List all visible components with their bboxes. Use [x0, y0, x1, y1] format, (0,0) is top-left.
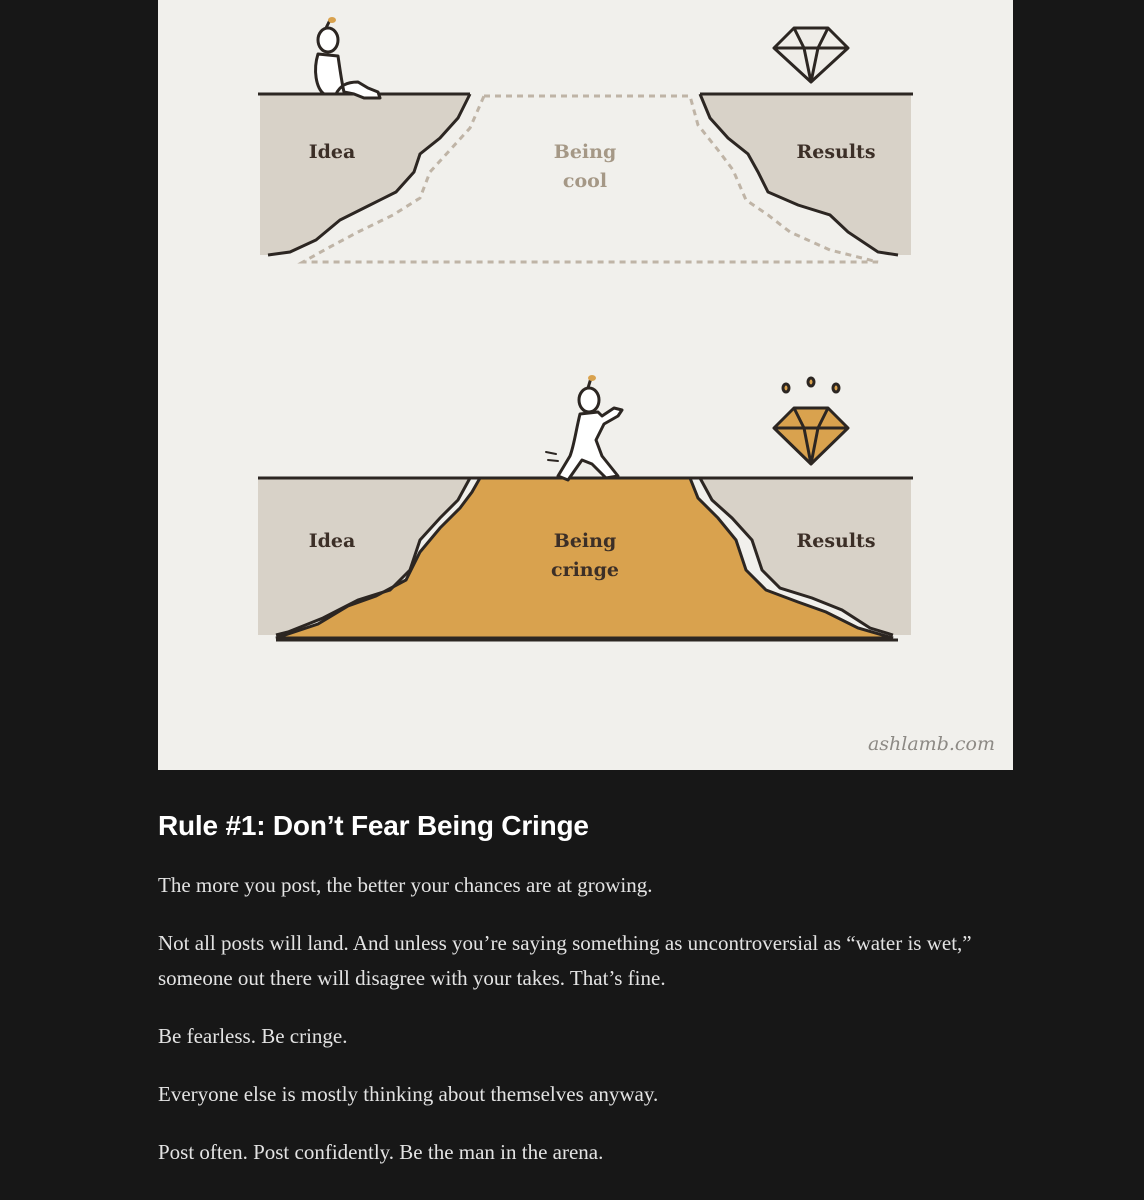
section-heading: Rule #1: Don’t Fear Being Cringe [158, 810, 589, 841]
walking-person-icon [546, 375, 622, 480]
bottom-panel [258, 375, 913, 640]
top-left-label: Idea [308, 141, 356, 163]
paragraph: Be fearless. Be cringe. [158, 1024, 348, 1048]
top-panel [258, 17, 913, 262]
illustration-svg [158, 0, 1013, 770]
diamond-icon [774, 28, 848, 82]
bottom-left-label: Idea [308, 530, 356, 552]
cringe-illustration [158, 0, 1013, 770]
left-cliff [260, 94, 470, 255]
top-right-label: Results [796, 141, 876, 163]
paragraph: Everyone else is mostly thinking about themselves anyway. [158, 1082, 659, 1106]
paragraph: The more you post, the better your chances are at growing. [158, 873, 653, 897]
shining-diamond-icon [774, 378, 848, 464]
right-cliff [700, 94, 911, 255]
bottom-right-label: Results [796, 530, 876, 552]
image-credit: ashlamb.com [867, 733, 995, 755]
paragraph: Post often. Post confidently. Be the man in the arena. [158, 1140, 604, 1164]
top-middle-label-line2: cool [562, 170, 608, 192]
sitting-person-icon [316, 17, 380, 98]
paragraph: Not all posts will land. And unless you’re saying something as uncontroversial as “water is wet,” someone out there will disagree with your takes. That’s fine. [158, 931, 972, 990]
top-middle-label-line1: Being [553, 141, 617, 163]
bottom-middle-label-line1: Being [553, 530, 617, 552]
bottom-middle-label-line2: cringe [551, 559, 619, 581]
article-body [158, 802, 1028, 1193]
